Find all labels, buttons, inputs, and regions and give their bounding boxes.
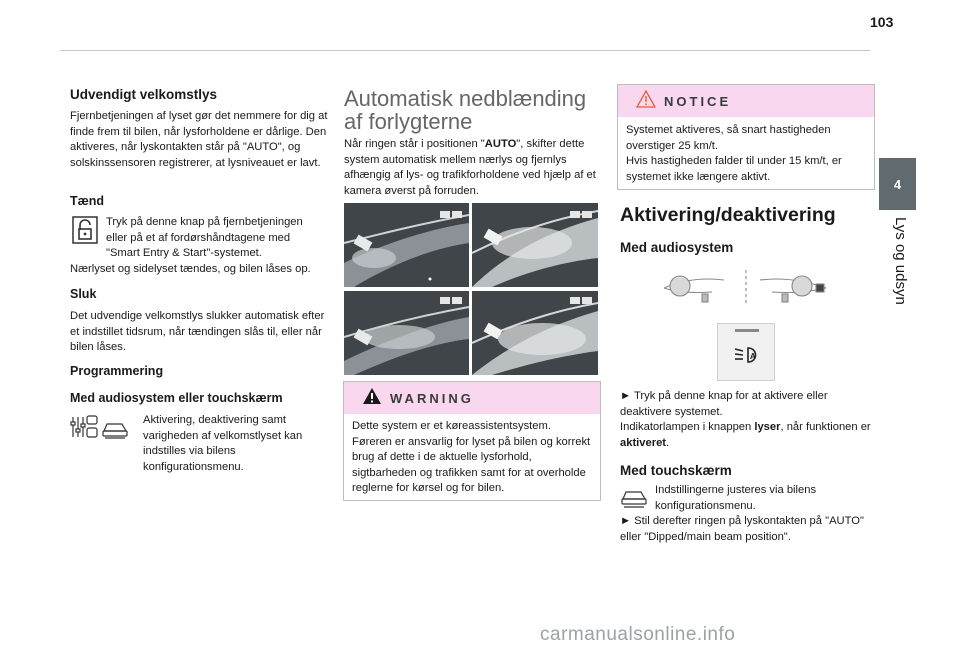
audio-heading: Med audiosystem bbox=[620, 240, 734, 255]
warning-icon bbox=[362, 387, 382, 410]
warning-title: WARNING bbox=[390, 390, 474, 406]
header-divider bbox=[60, 50, 870, 51]
welcome-light-heading: Udvendigt velkomstlys bbox=[70, 87, 218, 102]
notice-box bbox=[617, 84, 875, 190]
programming-subheading: Med audiosystem eller touchskærm bbox=[70, 391, 283, 405]
programming-heading: Programmering bbox=[70, 364, 164, 378]
illustration-main-1 bbox=[472, 203, 598, 287]
car-settings-icon bbox=[620, 487, 648, 509]
audio-text: ► Tryk på denne knap for at aktivere eller deaktivere systemet. bbox=[620, 390, 828, 418]
programming-text: Aktivering, deaktivering samt varigheden af velkomstlyset kan indstilles via bilens konfigurationsmenu. bbox=[143, 414, 303, 473]
watermark[interactable]: carmanualsonline.info bbox=[540, 624, 736, 645]
on-heading: Tænd bbox=[70, 194, 105, 208]
auto-dipping-heading: Automatisk nedblænding af forlygterne bbox=[344, 86, 587, 134]
off-heading: Sluk bbox=[70, 287, 97, 301]
off-text: Det udvendige velkomstlys slukker automatisk efter et indstillet tidsrum, når tændingen slås til, eller når bilen låses. bbox=[70, 310, 325, 353]
touch-text: Indstillingerne justeres via bilens konfigurationsmenu. bbox=[655, 484, 817, 512]
page-number: 103 bbox=[870, 14, 894, 30]
chapter-tab[interactable] bbox=[879, 158, 916, 210]
svg-text:A: A bbox=[750, 352, 756, 361]
settings-icons bbox=[70, 414, 132, 440]
touch-text-2: ► Stil derefter ringen på lyskontakten på "AUTO" eller "Dipped/main beam position". bbox=[620, 515, 864, 543]
chapter-title: Lys og udsyn bbox=[892, 217, 909, 305]
illustration-main-2 bbox=[472, 291, 598, 375]
warning-text: Dette system er et køreassistentsystem. Føreren er ansvarlig for lyset på bilen og korrekt brug af dette i de aktuelle lysforhold, sigtbarheden og trafikken samt for at overholde reglerne for kørsel og for bilen. bbox=[352, 420, 591, 494]
warning-box bbox=[343, 381, 601, 501]
touch-heading: Med touchskærm bbox=[620, 463, 732, 478]
illustration-dipped-2 bbox=[344, 291, 469, 375]
activation-heading: Aktivering/deaktivering bbox=[620, 204, 836, 226]
dashboard-diagram bbox=[662, 268, 830, 306]
auto-dip-button[interactable] bbox=[717, 323, 775, 381]
notice-title: NOTICE bbox=[664, 93, 732, 109]
on-text-2: Nærlyset og sidelyset tændes, og bilen låses op. bbox=[70, 263, 311, 275]
notice-text-2: Hvis hastigheden falder til under 15 km/t, er systemet ikke længere aktivt. bbox=[626, 155, 842, 183]
warning-header bbox=[344, 382, 600, 414]
auto-position: AUTO bbox=[484, 138, 517, 150]
on-text: Tryk på denne knap på fjernbetjeningen eller på et af fordørshåndtagene med "Smart Entry & Start"-systemet. bbox=[106, 216, 303, 259]
headlight-illustrations bbox=[344, 203, 598, 375]
notice-icon bbox=[636, 90, 656, 113]
audio-settings-icon bbox=[71, 416, 97, 437]
welcome-light-intro: Fjernbetjeningen af lyset gør det nemmere for dig at finde frem til bilen, når lysforholdene er dårlige. Den aktiveres, når lyskontakten står på "AUTO", og solskinssensoren registrerer, at lysniveauet er lavt. bbox=[70, 110, 328, 169]
auto-dipping-intro: Når ringen står i positionen "AUTO", skifter dette system automatisk mellem nærlys og fjernlys afhængig af lys- og trafikforholdene ved hjælp af et kamera øverst på forruden. bbox=[344, 138, 596, 197]
car-settings-icon bbox=[103, 424, 127, 438]
illustration-dipped-1 bbox=[344, 203, 469, 287]
audio-text-2: Indikatorlampen i knappen lyser, når funktionen er aktiveret. bbox=[620, 421, 871, 449]
chapter-number: 4 bbox=[893, 176, 902, 192]
auto-dipped-beam-icon bbox=[734, 346, 762, 364]
unlock-icon bbox=[72, 216, 98, 244]
notice-header bbox=[618, 85, 874, 117]
notice-text: Systemet aktiveres, så snart hastigheden overstiger 25 km/t. bbox=[626, 124, 831, 152]
indicator-lamp bbox=[735, 329, 759, 332]
